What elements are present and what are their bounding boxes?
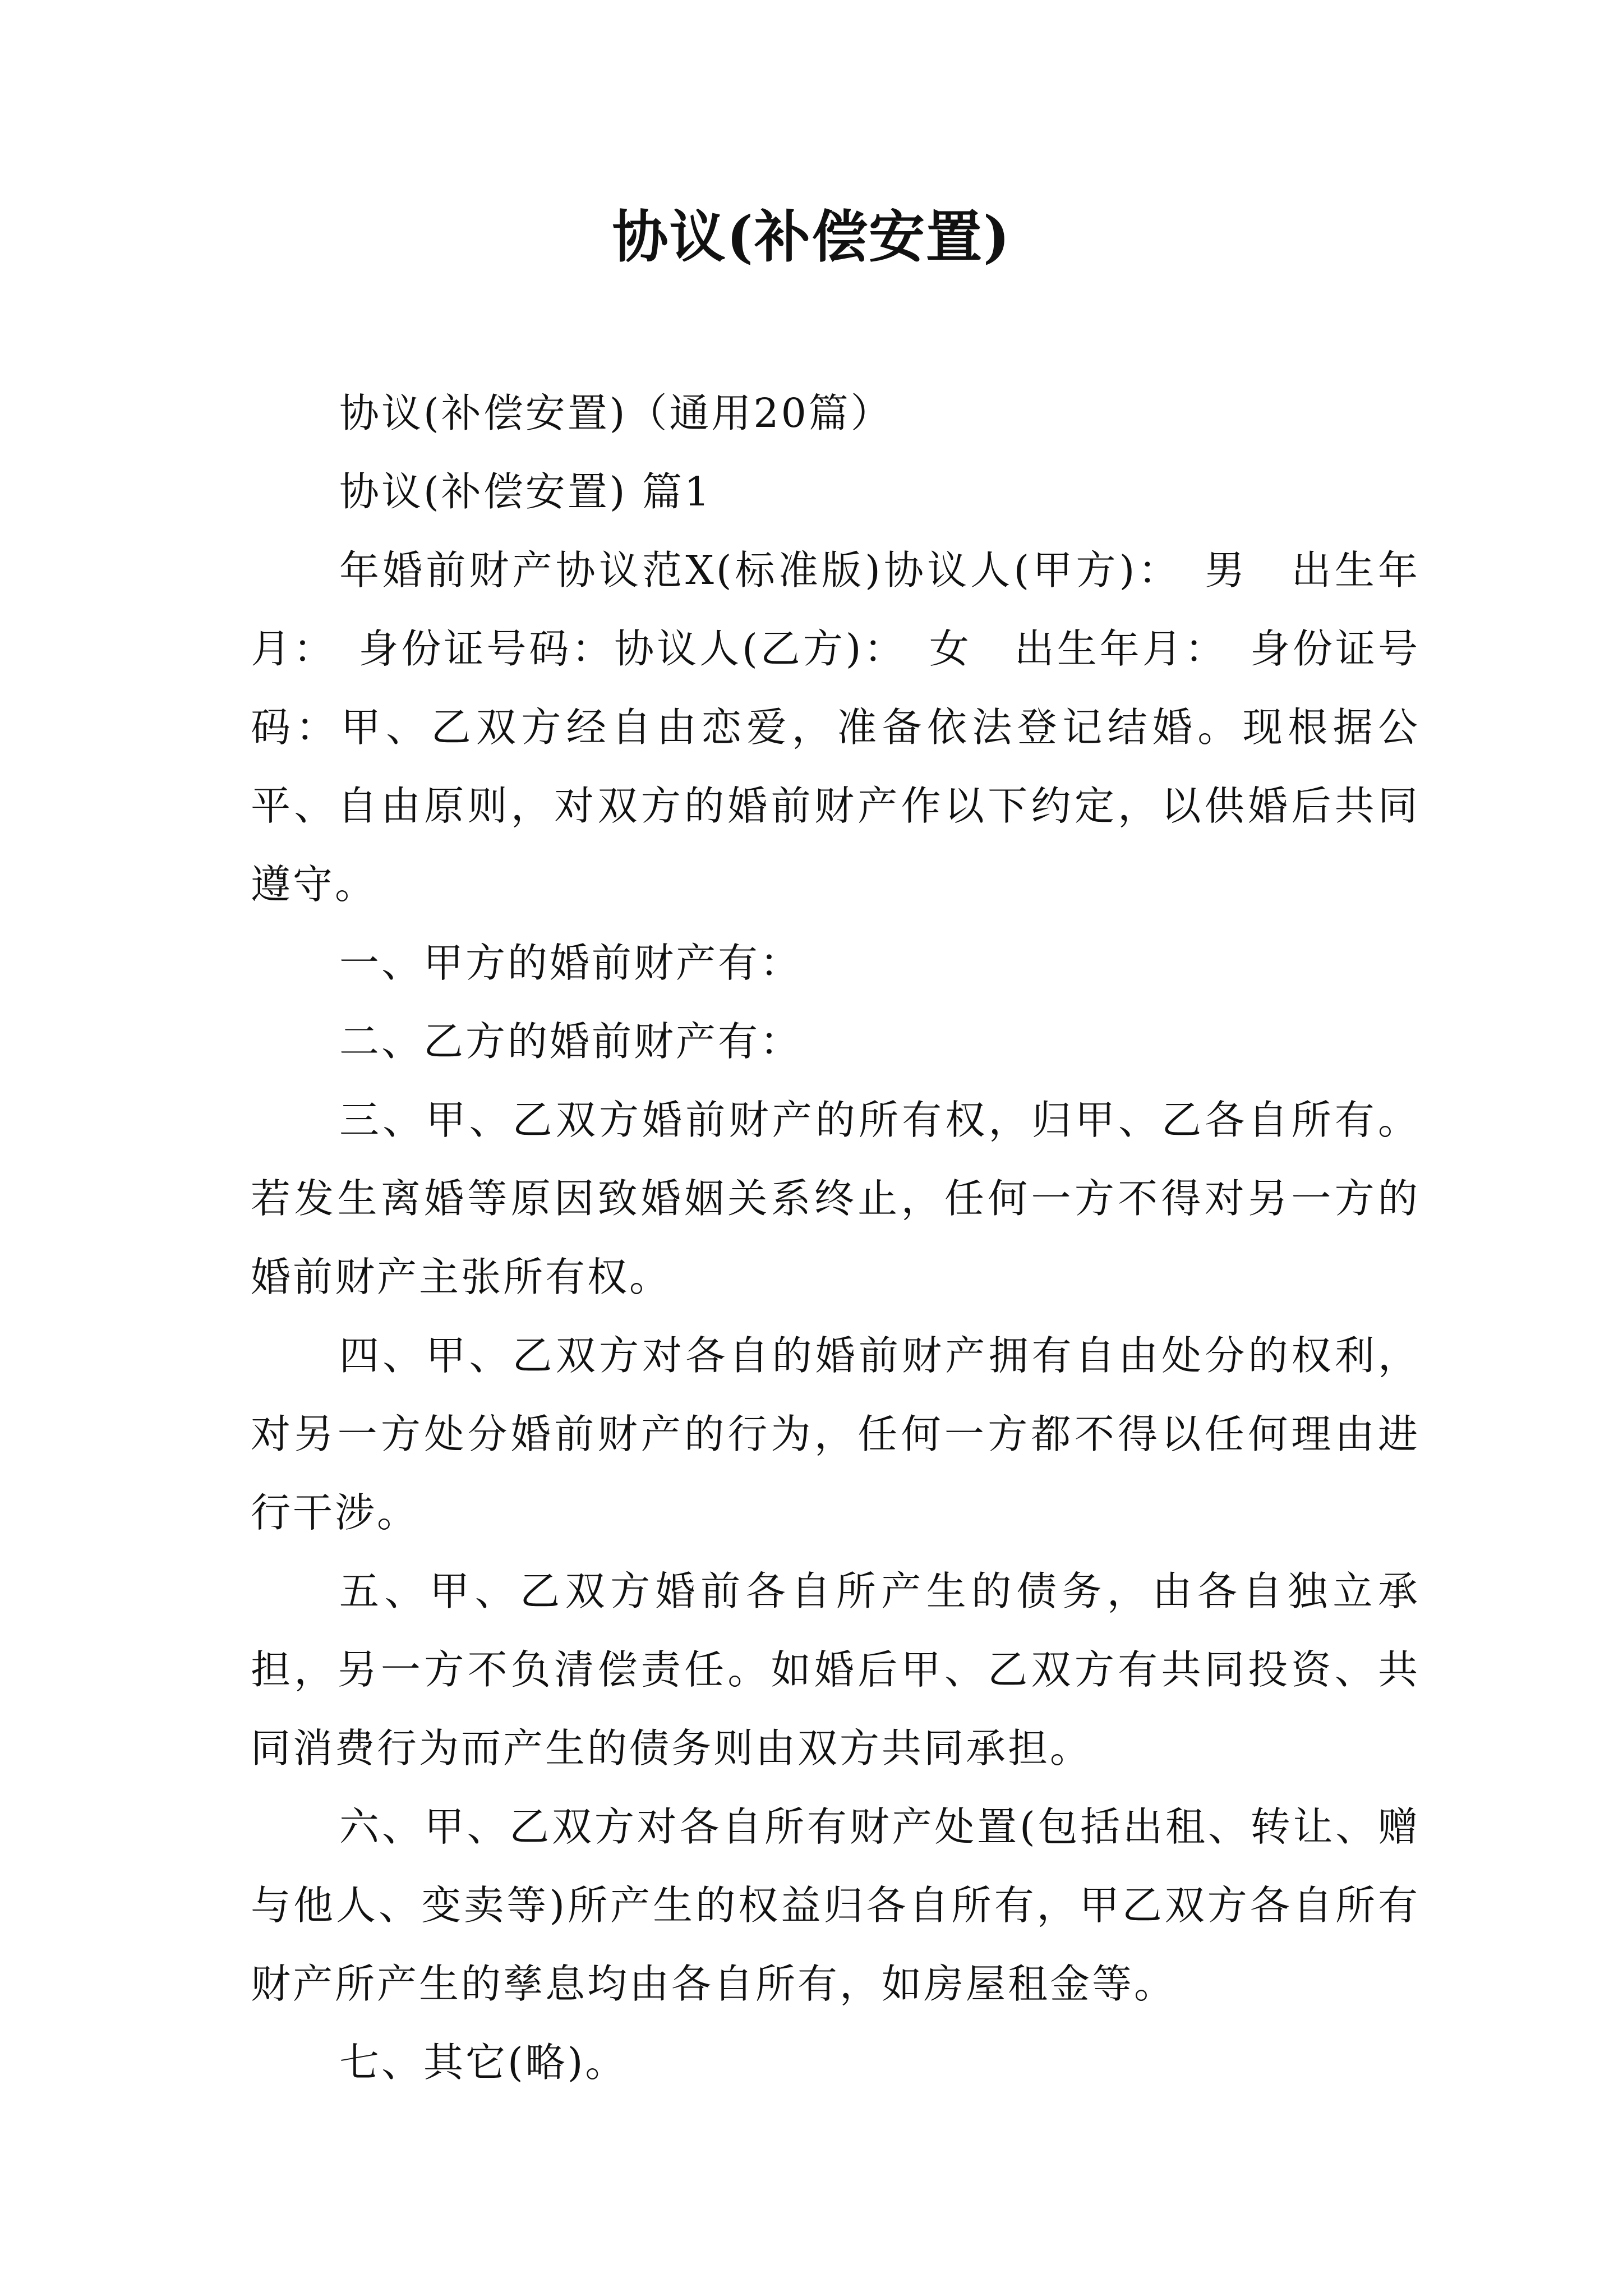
paragraph-intro: 年婚前财产协议范X(标准版)协议人(甲方)： 男 出生年月： 身份证号码：协议人(乙方)： 女 出生年月： 身份证号码：甲、乙双方经自由恋爱，准备依法登记结婚。现根据公平、自由原则，对双方的婚前财产作以下约定，以供婚后共同遵守。 xyxy=(251,547,1420,908)
paragraph-clause-7: 七、其它(略)。 xyxy=(339,2039,628,2086)
document-title: 协议(补偿安置) xyxy=(612,204,1011,270)
document-subtitle: 协议(补偿安置)（通用20篇） xyxy=(339,390,893,436)
paragraph-clause-4: 四、甲、乙双方对各自的婚前财产拥有自由处分的权利，对另一方处分婚前财产的行为，任何一方都不得以任何理由进行干涉。 xyxy=(251,1332,1420,1536)
paragraph-clause-2: 二、乙方的婚前财产有： xyxy=(339,1018,803,1065)
document-body xyxy=(251,374,1420,2102)
paragraph-clause-6: 六、甲、乙双方对各自所有财产处置(包括出租、转让、赠与他人、变卖等)所产生的权益归各自所有，甲乙双方各自所有财产所产生的孳息均由各自所有，如房屋租金等。 xyxy=(251,1803,1420,2007)
paragraph-clause-5: 五、甲、乙双方婚前各自所产生的债务，由各自独立承担，另一方不负清偿责任。如婚后甲、乙双方有共同投资、共同消费行为而产生的债务则由双方共同承担。 xyxy=(251,1568,1420,1772)
paragraph-clause-1: 一、甲方的婚前财产有： xyxy=(339,940,803,986)
paragraph-clause-3: 三、甲、乙双方婚前财产的所有权，归甲、乙各自所有。若发生离婚等原因致婚姻关系终止，任何一方不得对另一方的婚前财产主张所有权。 xyxy=(251,1097,1420,1300)
section-heading: 协议(补偿安置) 篇1 xyxy=(339,468,712,515)
